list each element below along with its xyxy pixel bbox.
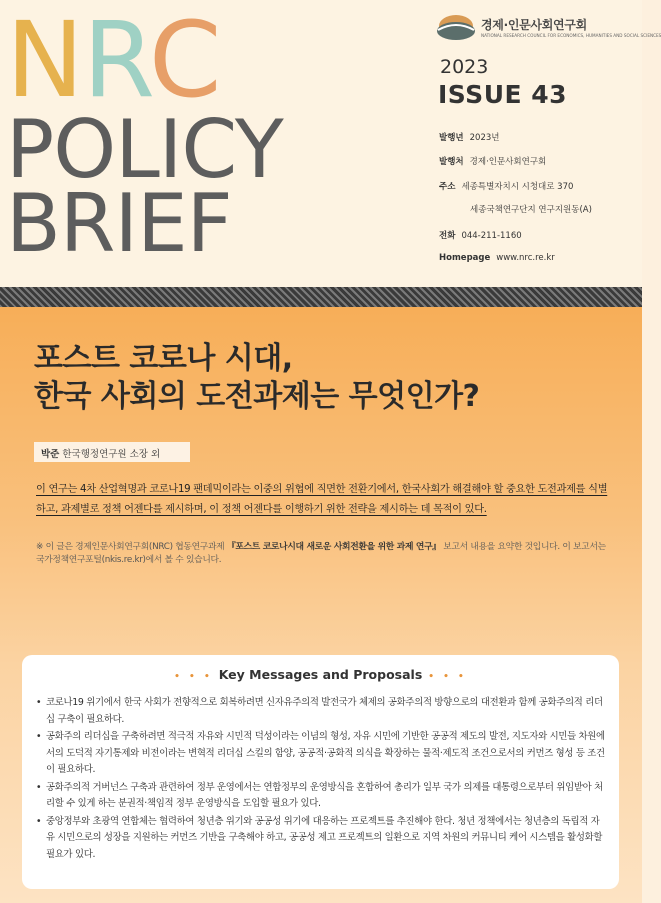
info-publisher bbox=[439, 155, 546, 167]
info-homepage-link[interactable]: www.nrc.re.kr bbox=[496, 253, 555, 263]
title-dots-right: • • • bbox=[428, 672, 467, 682]
brand-letter-n: N bbox=[6, 0, 83, 121]
divider-stripe bbox=[0, 287, 642, 307]
note-report-title: 『포스트 코로나시대 새로운 사회전환을 위한 과제 연구』 bbox=[226, 542, 441, 552]
org-logo bbox=[436, 14, 661, 44]
title-dots-left: • • • bbox=[174, 672, 213, 682]
author-affiliation: 한국행정연구원 소장 외 bbox=[62, 449, 161, 460]
author-name: 박준 bbox=[41, 449, 60, 460]
org-name-english: NATIONAL RESEARCH COUNCIL FOR ECONOMICS, HUMANITIES AND SOCIAL SCIENCES bbox=[481, 33, 661, 38]
info-publisher-label: 발행처 bbox=[439, 157, 464, 167]
key-messages-box bbox=[22, 655, 619, 889]
article-note bbox=[36, 541, 614, 567]
key-message-item: • 코로나19 위기에서 한국 사회가 전향적으로 회복하려면 신자유주의적 발전국가 체제의 공화주의적 방향으로의 대전환과 함께 공화주의적 리더십 구축이 필요하다. bbox=[36, 695, 606, 728]
info-homepage bbox=[439, 253, 555, 263]
brand-policy: POLICY bbox=[6, 103, 283, 196]
org-name: 경제·인문사회연구회 bbox=[481, 18, 587, 32]
brand-letter-r: R bbox=[82, 0, 149, 121]
article-title bbox=[34, 340, 479, 417]
key-messages-list bbox=[36, 695, 606, 864]
info-phone-value: 044-211-1160 bbox=[461, 231, 522, 241]
info-publisher-value: 경제·인문사회연구회 bbox=[469, 157, 547, 167]
info-address-line1: 세종특별자치시 시청대로 370 bbox=[461, 182, 574, 192]
info-date-label: 발행년 bbox=[439, 133, 464, 143]
info-homepage-label: Homepage bbox=[439, 253, 491, 263]
note-prefix: ※ 이 글은 경제인문사회연구회(NRC) 협동연구과제 bbox=[36, 542, 227, 552]
key-messages-title bbox=[22, 667, 619, 682]
article-title-line2: 한국 사회의 도전과제는 무엇인가? bbox=[34, 379, 480, 415]
key-message-item: • 공화주의적 거버넌스 구축과 관련하여 정부 운영에서는 연합정부의 운영방식을 혼합하여 총리가 일부 국가 의제를 대통령으로부터 위임받아 처리할 수 있게 하는 분권적·책임적 정부 운영방식을 도입할 필요가 있다. bbox=[36, 780, 606, 813]
info-date bbox=[439, 131, 499, 143]
issue-number: ISSUE 43 bbox=[438, 80, 568, 109]
brand-brief: BRIEF bbox=[6, 177, 232, 270]
org-emblem-icon bbox=[436, 14, 476, 42]
author-badge bbox=[34, 442, 190, 462]
info-address-label: 주소 bbox=[439, 182, 456, 192]
brand-nrc-logo bbox=[6, 0, 221, 121]
info-address-line2: 세종국책연구단지 연구지원동(A) bbox=[470, 205, 592, 215]
key-message-item: • 공화주의 리더십을 구축하려면 적극적 자유와 시민적 덕성이라는 이념의 형성, 자유 시민에 기반한 공공적 제도의 발전, 지도자와 시민들 차원에서의 도덕적 자기통제와 비전이라는 변혁적 리더십 스킬의 함양, 공공적·공화적 의식을 확장하는 물적·제도적 조건으로서의 커먼즈 형성 등 조건이 필요하다. bbox=[36, 729, 606, 779]
info-phone bbox=[439, 229, 522, 241]
brand-letter-c: C bbox=[148, 0, 221, 121]
issue-year: 2023 bbox=[440, 56, 489, 78]
key-message-item: • 중앙정부와 초광역 연합체는 협력하여 청년층 위기와 공공성 위기에 대응하는 프로젝트를 추진해야 한다. 청년 정책에서는 청년층의 독립적 자유 시민으로의 성장을 지원하는 커먼즈 기반을 구축해야 하고, 공공성 제고 프로젝트의 일환으로 지역 차원의 커뮤니티 케어 시스템을 활성화할 필요가 있다. bbox=[36, 814, 606, 864]
info-address bbox=[439, 180, 573, 192]
cover-header bbox=[0, 0, 661, 288]
note-suffix: 보고서 내용을 요약한 것입니다. 이 보고서는 국가정책연구포털(nkis.re.kr)에서 볼 수 있습니다. bbox=[36, 542, 606, 565]
article-title-line1: 포스트 코로나 시대, bbox=[34, 341, 293, 376]
info-date-value: 2023년 bbox=[469, 133, 500, 143]
key-messages-heading: Key Messages and Proposals bbox=[218, 667, 423, 682]
info-phone-label: 전화 bbox=[439, 231, 456, 241]
article-summary: 이 연구는 4차 산업혁명과 코로나19 팬데믹이라는 이중의 위협에 직면한 전환기에서, 한국사회가 해결해야 할 중요한 도전과제를 식별하고, 과제별로 정책 어젠다를 제시하며, 이 정책 어젠다를 이행하기 위한 전략을 제시하는 데 목적이 있다. bbox=[36, 484, 608, 515]
